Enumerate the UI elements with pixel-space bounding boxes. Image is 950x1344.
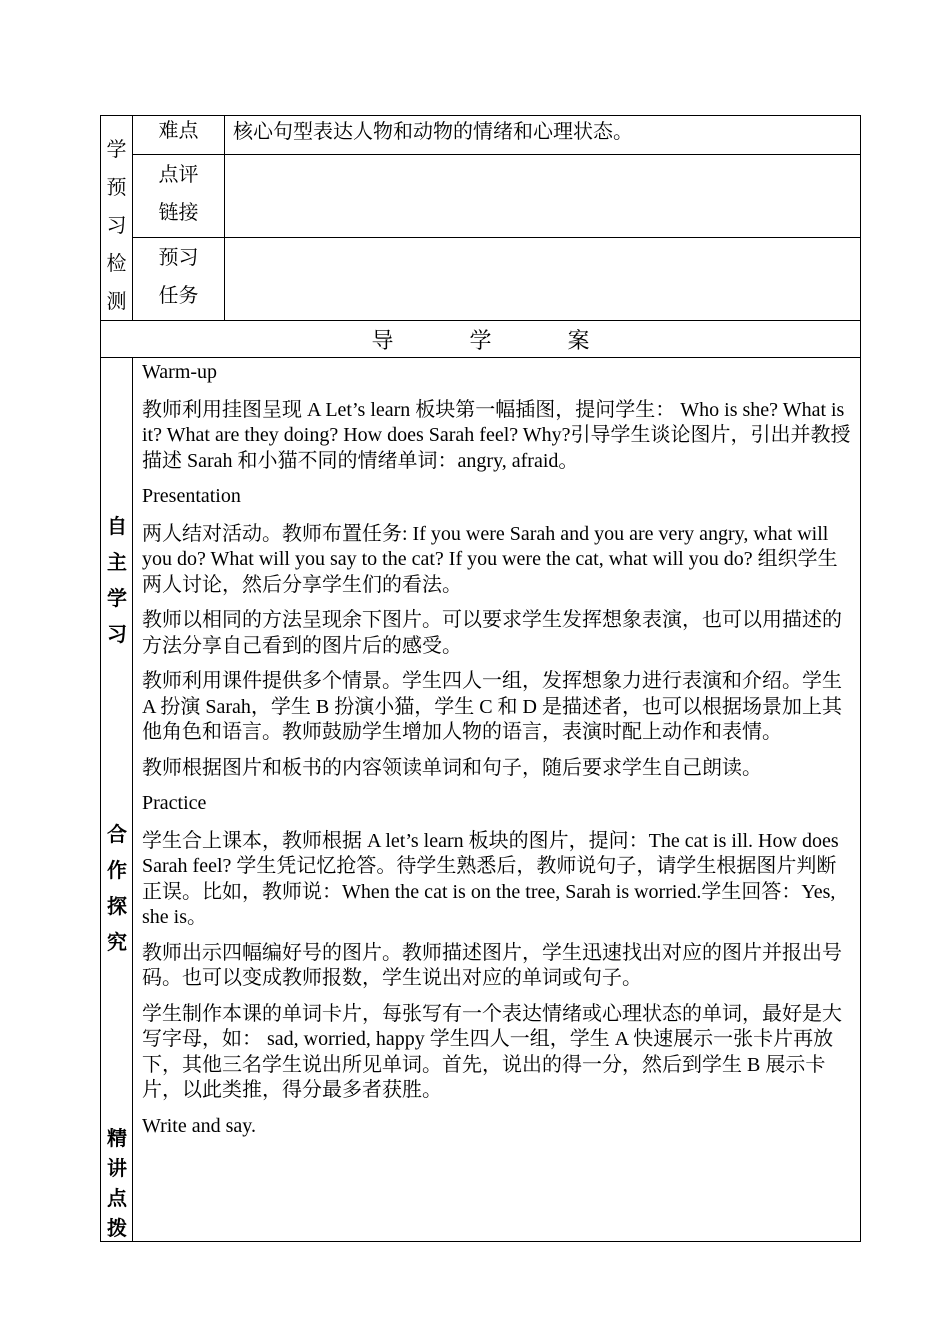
side-char: 习 [106,213,127,237]
preview-side-cell [101,116,133,321]
paragraph: 教师根据图片和板书的内容领读单词和句子，随后要求学生自己朗读。 [142,756,762,779]
paragraph: 学生制作本课的单词卡片，每张写有一个表达情绪或心理状态的单词，最好是大写字母，如： sad, worried, happy 学生四人一组，学生 A 快速展示一张卡片再放下，其他三名学生说出所见单词。首先，说出的得一分，然后到学生 B 展示卡片，以此类推，得分最多者获胜。 [142,1002,842,1101]
row-label-difficulty: 难点 [133,116,225,155]
difficulty-text: 核心句型表达人物和动物的情绪和心理状态。 [225,116,861,155]
section-heading: Write and say. [142,1114,256,1137]
preview-task-text [225,237,861,320]
paragraph: 学生合上课本，教师根据 A let’s learn 板块的图片，提问：The cat is ill. How does Sarah feel? 学生凭记忆抢答。待学生熟悉后，教师说句子，请学生根据图片判断正误。比如，教师说：When the cat is on the tree, Sarah is worried.学生回答：Yes, she is。 [142,829,839,928]
guide-banner: 导 学 案 [101,321,861,358]
paragraph: 教师利用挂图呈现 A Let’s learn 板块第一幅插图，提问学生： Who is she? What is it? What are they doing? How does Sarah feel? Why?引导学生谈论图片，引出并教授描述 Sarah 和小猫不同的情绪单词：angry, afraid。 [142,398,851,472]
section-heading: Warm-up [142,361,218,383]
side-char: 预 [106,175,127,199]
paragraph: 教师利用课件提供多个情景。学生四人一组，发挥想象力进行表演和介绍。学生 A 扮演 Sarah，学生 B 扮演小猫，学生 C 和 D 是描述者，也可以根据场景加上其他角色和语言。教师鼓励学生增加人物的语言，表演时配上动作和表情。 [142,670,842,743]
stage-side-cell [101,358,133,1242]
lesson-content [133,358,861,1242]
side-group-cooperate: 合 作 探 究 [107,822,127,954]
side-char: 测 [106,289,127,313]
side-char: 学 [106,137,127,161]
side-char: 检 [106,251,127,275]
section-heading: Presentation [142,485,241,507]
paragraph: 教师以相同的方法呈现余下图片。可以要求学生发挥想象表演，也可以用描述的方法分享自己看到的图片后的感受。 [142,609,842,657]
comment-link-text [225,154,861,237]
side-group-explain: 精 讲 点 拨 [107,1126,127,1240]
section-heading: Practice [142,792,207,814]
row-label-comment-link: 点评 链接 [133,154,225,237]
paragraph-list [142,360,854,1139]
paragraph: 两人结对活动。教师布置任务: If you were Sarah and you are very angry, what will you do? What will you say to the cat? If you were the cat, what will you do? 组织学生两人讨论，然后分享学生们的看法。 [142,522,838,596]
lesson-plan-table [100,115,861,1242]
side-group-self-study: 自 主 学 习 [107,514,127,646]
paragraph: 教师出示四幅编好号的图片。教师描述图片，学生迅速找出对应的图片并报出号码。也可以变成教师报数，学生说出对应的单词或句子。 [142,941,842,989]
row-label-preview-task: 预习 任务 [133,237,225,320]
